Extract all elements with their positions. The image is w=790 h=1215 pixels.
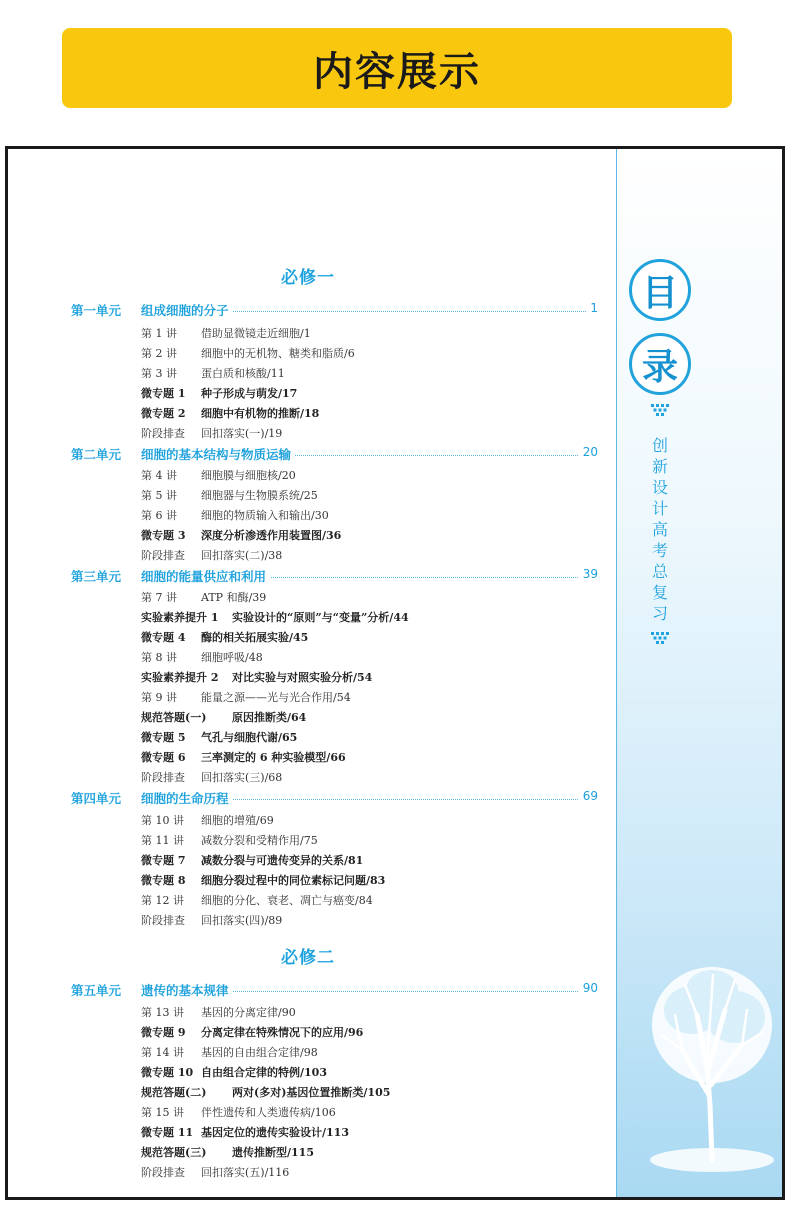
section-heading-1: 必修一 [281,268,335,288]
item-label: 微专题 1 [141,387,186,400]
item-label: 第 15 讲 [141,1106,184,1119]
item-label: 规范答题(三) [141,1146,207,1159]
side-circle-1 [629,259,691,321]
side-circle-2 [629,333,691,395]
toc-item[interactable] [8,627,608,647]
item-title: 细胞分裂过程中的同位素标记问题/83 [201,874,386,887]
toc-item[interactable] [8,1082,608,1102]
item-label: 第 12 讲 [141,894,184,907]
item-label: 阶段排查 [141,549,185,562]
item-label: 阶段排查 [141,771,185,784]
toc-item[interactable] [8,667,608,687]
item-label: 微专题 9 [141,1026,186,1039]
item-title: 三率测定的 6 种实验模型/66 [201,751,346,764]
toc-item[interactable] [8,363,608,383]
item-title: 伴性遗传和人类遗传病/106 [201,1106,336,1119]
toc-item[interactable] [8,343,608,363]
toc-item[interactable] [8,727,608,747]
toc-item[interactable] [8,747,608,767]
item-title: 回扣落实(一)/19 [201,427,283,440]
item-label: 阶段排查 [141,1166,185,1179]
unit-page: 39 [579,567,598,581]
toc-item[interactable] [8,1162,608,1182]
toc-item[interactable] [8,707,608,727]
item-title: 借助显微镜走近细胞/1 [201,327,311,340]
item-label: 实验素养提升 1 [141,611,219,624]
unit-row-3[interactable] [8,567,608,587]
item-title: 细胞的增殖/69 [201,814,274,827]
toc-item[interactable] [8,423,608,443]
item-label: 微专题 8 [141,874,186,887]
item-label: 第 2 讲 [141,347,177,360]
toc-item[interactable] [8,687,608,707]
toc-item[interactable] [8,647,608,667]
section-heading-2: 必修二 [281,948,335,968]
unit-page: 20 [579,445,598,459]
side-char-1: 目 [641,272,678,314]
item-label: 第 8 讲 [141,651,177,664]
item-title: 能量之源——光与光合作用/54 [201,691,351,704]
item-title: 回扣落实(四)/89 [201,914,283,927]
item-title: 细胞中的无机物、糖类和脂质/6 [201,347,355,360]
item-label: 阶段排查 [141,427,185,440]
tree-icon [647,955,777,1175]
item-label: 第 11 讲 [141,834,184,847]
item-title: 遗传推断型/115 [232,1146,314,1159]
toc-item[interactable] [8,890,608,910]
toc-item[interactable] [8,1142,608,1162]
item-label: 第 6 讲 [141,509,177,522]
dots-decoration-icon [650,403,670,417]
item-title: 减数分裂和受精作用/75 [201,834,318,847]
item-title: 细胞的物质输入和输出/30 [201,509,329,522]
toc-item[interactable] [8,323,608,343]
toc-item[interactable] [8,525,608,545]
toc-item[interactable] [8,587,608,607]
toc-item[interactable] [8,767,608,787]
unit-title: 细胞的能量供应和利用 [141,567,270,585]
unit-title: 细胞的基本结构与物质运输 [141,445,295,463]
item-label: 第 7 讲 [141,591,177,604]
side-vertical-title: 创新设计高考总复习 [651,436,668,623]
item-label: 第 14 讲 [141,1046,184,1059]
toc-item[interactable] [8,1102,608,1122]
unit-page: 1 [586,301,598,315]
item-label: 规范答题(一) [141,711,207,724]
item-label: 第 1 讲 [141,327,177,340]
unit-page: 69 [579,789,598,803]
unit-label: 第二单元 [71,447,122,462]
unit-row-2[interactable] [8,445,608,465]
toc-item[interactable] [8,850,608,870]
toc-item[interactable] [8,1062,608,1082]
item-title: 减数分裂与可遗传变异的关系/81 [201,854,364,867]
item-title: 自由组合定律的特例/103 [201,1066,327,1079]
toc-item[interactable] [8,1122,608,1142]
toc-item[interactable] [8,1022,608,1042]
unit-row-1[interactable] [8,301,608,321]
header-banner [62,28,732,108]
item-label: 阶段排查 [141,914,185,927]
item-title: 细胞中有机物的推断/18 [201,407,320,420]
unit-page: 90 [579,981,598,995]
unit-label: 第五单元 [71,983,122,998]
item-title: 细胞的分化、衰老、凋亡与癌变/84 [201,894,373,907]
toc-item[interactable] [8,607,608,627]
item-label: 微专题 6 [141,751,186,764]
unit-title: 组成细胞的分子 [141,301,233,319]
toc-item[interactable] [8,810,608,830]
toc-item[interactable] [8,465,608,485]
item-title: 蛋白质和核酸/11 [201,367,285,380]
item-title: 细胞膜与细胞核/20 [201,469,296,482]
item-label: 实验素养提升 2 [141,671,219,684]
item-label: 微专题 5 [141,731,186,744]
item-label: 第 10 讲 [141,814,184,827]
toc-item[interactable] [8,910,608,930]
item-title: ATP 和酶/39 [201,591,267,604]
item-title: 细胞呼吸/48 [201,651,263,664]
item-title: 基因的分离定律/90 [201,1006,296,1019]
side-char-2: 录 [641,346,678,388]
item-title: 实验设计的“原则”与“变量”分析/44 [232,611,409,624]
item-title: 酶的相关拓展实验/45 [201,631,309,644]
side-panel [616,149,785,1197]
item-label: 微专题 7 [141,854,186,867]
unit-title: 遗传的基本规律 [141,981,233,999]
item-label: 第 3 讲 [141,367,177,380]
unit-label: 第一单元 [71,303,122,318]
dots-decoration-icon [650,631,670,645]
toc-item[interactable] [8,403,608,423]
banner-title: 内容展示 [313,48,481,95]
item-label: 第 13 讲 [141,1006,184,1019]
item-title: 回扣落实(五)/116 [201,1166,290,1179]
toc-item[interactable] [8,545,608,565]
toc-item[interactable] [8,383,608,403]
unit-row-4[interactable] [8,789,608,809]
unit-label: 第四单元 [71,791,122,806]
item-label: 规范答题(二) [141,1086,207,1099]
item-title: 细胞器与生物膜系统/25 [201,489,318,502]
item-label: 微专题 4 [141,631,186,644]
item-title: 分离定律在特殊情况下的应用/96 [201,1026,364,1039]
toc-item[interactable] [8,505,608,525]
toc-item[interactable] [8,1042,608,1062]
unit-title: 细胞的生命历程 [141,789,233,807]
item-label: 第 4 讲 [141,469,177,482]
toc-item[interactable] [8,1002,608,1022]
item-title: 气孔与细胞代谢/65 [201,731,298,744]
toc-item[interactable] [8,870,608,890]
toc-page [5,146,785,1200]
item-title: 基因的自由组合定律/98 [201,1046,318,1059]
item-label: 第 5 讲 [141,489,177,502]
item-title: 对比实验与对照实验分析/54 [232,671,373,684]
item-title: 回扣落实(二)/38 [201,549,283,562]
item-title: 基因定位的遗传实验设计/113 [201,1126,349,1139]
toc-item[interactable] [8,830,608,850]
unit-label: 第三单元 [71,569,122,584]
item-label: 微专题 2 [141,407,186,420]
item-title: 回扣落实(三)/68 [201,771,283,784]
item-label: 微专题 3 [141,529,186,542]
item-label: 第 9 讲 [141,691,177,704]
item-label: 微专题 11 [141,1126,194,1139]
item-title: 深度分析渗透作用装置图/36 [201,529,342,542]
item-title: 两对(多对)基因位置推断类/105 [232,1086,391,1099]
unit-row-5[interactable] [8,981,608,1001]
item-title: 种子形成与萌发/17 [201,387,298,400]
toc-item[interactable] [8,485,608,505]
table-of-contents [8,149,616,1197]
item-title: 原因推断类/64 [232,711,307,724]
item-label: 微专题 10 [141,1066,194,1079]
